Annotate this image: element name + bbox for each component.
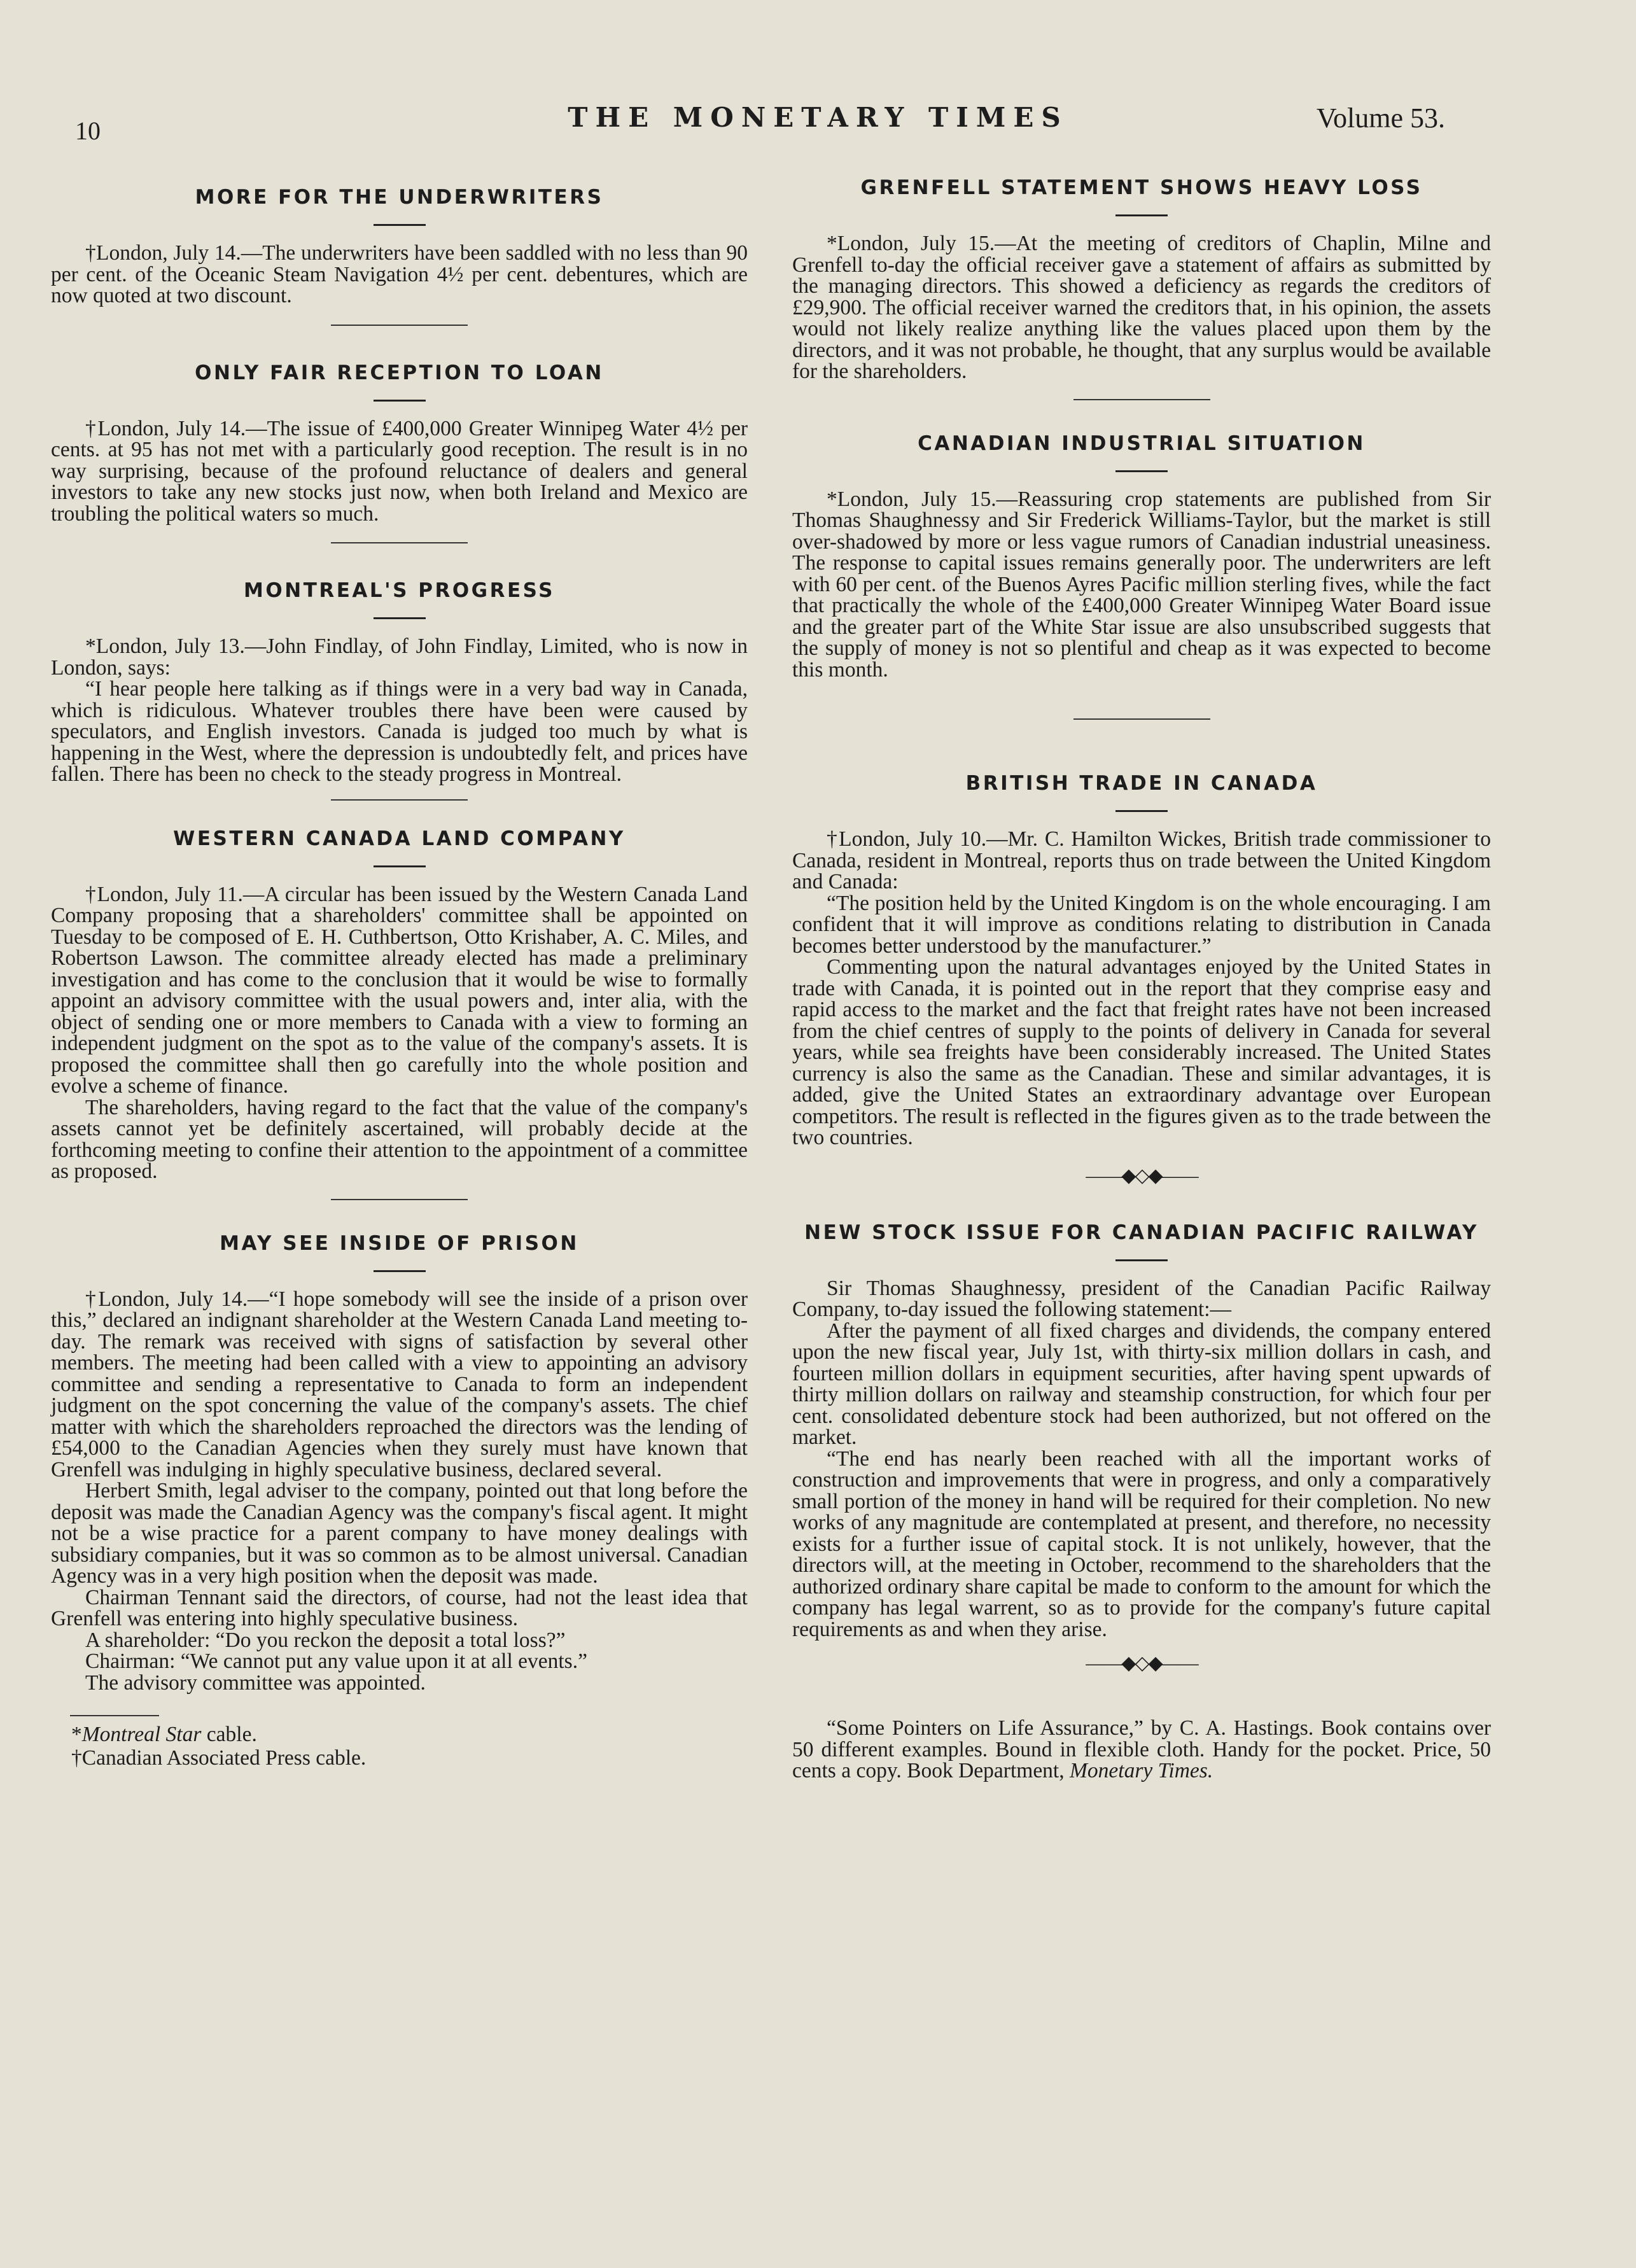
advertisement-publisher: Monetary Times. [1070,1759,1213,1782]
article-paragraph: †London, July 14.—The underwriters have been saddled with no less than 90 per cent. of the Oceanic Steam Navigation 4½ per cent. debentures, which are now quoted at two discount. [51,241,748,307]
title-rule [374,224,426,226]
footnote-source: Montreal Star [81,1723,202,1746]
article-paragraph: Chairman Tennant said the directors, of course, had not the least idea that Grenfell was entering into highly speculative business. [51,1585,748,1630]
article-title: MAY SEE INSIDE OF PRISON [220,1231,579,1255]
article-paragraph: *London, July 13.—John Findlay, of John Findlay, Limited, who is now in London, says: [51,634,748,680]
article-title: MORE FOR THE UNDERWRITERS [195,186,604,209]
article-title: ONLY FAIR RECEPTION TO LOAN [195,361,604,384]
article-title: BRITISH TRADE IN CANADA [965,772,1318,795]
article-paragraph: *London, July 15.—Reassuring crop statements are published from Sir Thomas Shaughnessy and Sir Frederick Williams-Taylor, but the market is still over-shadowed by more or less vague rumors of Canadian industrial uneasiness. The response to capital issues remains generally poor. The underwriters are left with 60 per cent. of the Buenos Ayres Pacific million sterling fives, while the fact that practically the whole of the £400,000 Greater Winnipeg Water Board issue and the greater part of the White Star issue are also unsubscribed suggests that the supply of money is not so plentiful and cheap as it was expected to become this month. [792,487,1491,682]
footnote-montreal-star [51,1723,748,1746]
article-canadian-industrial [792,431,1491,681]
title-rule [1115,470,1168,472]
footnote-canadian-press: †Canadian Associated Press cable. [71,1746,367,1770]
article-paragraph: †London, July 14.—“I hope somebody will see the inside of a prison over this,” declared an indignant shareholder at the Western Canada Land meeting to-day. The remark was received with signs of satisfaction by several other members. The meeting had been called with a view to appointing an advisory committee and sending a representative to Canada to form an independent judgment on the spot concerning the value of the company's assets. The chief matter with which the shareholders reproached the directors was the lending of £54,000 to the Canadian Agencies when they surely must have known that Grenfell was indulging in highly speculative business, declared several. [51,1287,748,1481]
article-separator [331,799,468,801]
title-rule [1115,810,1168,812]
article-paragraph: The shareholders, having regard to the fact that the value of the company's assets cannot yet be definitely ascertained, will probably decide at the forthcoming meeting to confine their attention to the appointment of a committee as proposed. [51,1095,748,1183]
article-paragraph: †London, July 10.—Mr. C. Hamilton Wickes, British trade commissioner to Canada, resident in Montreal, reports thus on trade between the United Kingdom and Canada: [792,827,1491,893]
article-separator [331,1199,468,1200]
left-column [51,185,748,1770]
article-paragraph: †London, July 11.—A circular has been issued by the Western Canada Land Company proposing that a shareholders' committee shall be appointed on Tuesday to be composed of E. H. Cuthbertson, Otto Krishaber, A. C. Miles, and Robertson Lawson. The committee already elected has made a preliminary investigation and has come to the conclusion that it would be wise to formally appoint an advisory committee with the usual powers and, inter alia, with the object of sending one or more members to Canada with a view to forming an independent judgment on the spot as to the value of the company's assets. It is proposed the committee shall then go carefully into the whole position and evolve a scheme of finance. [51,882,748,1098]
article-paragraph: “I hear people here talking as if things were in a very bad way in Canada, which is ridiculous. Whatever troubles there have been were caused by speculators, and English investors. Canada is judged too much by what is happening in the West, where the depression is undoubtedly felt, and prices have fallen. There has been no check to the steady progress in Montreal. [51,677,748,786]
article-western-canada-land [51,826,748,1182]
article-title: WESTERN CANADA LAND COMPANY [173,827,626,850]
footnote-mark: * [71,1723,82,1746]
article-paragraph: The advisory committee was appointed. [85,1670,426,1695]
article-paragraph: †London, July 14.—The issue of £400,000 Greater Winnipeg Water 4½ per cents. at 95 has not met with a particularly good reception. The result is in no way surprising, because of the profound reluctance of dealers and general investors to take any new stocks just now, when both Ireland and Mexico are troubling the political waters so much. [51,416,748,526]
article-paragraph: A shareholder: “Do you reckon the deposit a total loss?” [85,1628,566,1652]
article-british-trade [792,771,1491,1149]
volume-label: Volume 53. [1316,102,1445,134]
advertisement-main-text: “Some Pointers on Life Assurance,” by C. A. Hastings. Book contains over 50 different examples. Bound in flexible cloth. Handy for the pocket. Price, 50 cents a copy. Book Department, [792,1716,1491,1782]
article-paragraph: Herbert Smith, legal adviser to the company, pointed out that long before the deposit was made the Canadian Agency was the company's fiscal agent. It might not be a wise practice for a parent company to have money dealings with subsidiary companies, but it was so common as to be almost universal. Canadian Agency was in a very high position when the deposit was made. [51,1479,748,1588]
article-paragraph: Chairman: “We cannot put any value upon it at all events.” [85,1649,587,1673]
article-montreals-progress [51,578,748,785]
article-separator [331,325,468,326]
footnote-suffix: cable. [201,1723,257,1746]
article-separator [1073,399,1210,400]
footnote-rule [70,1715,159,1716]
ornamental-separator: ——◆◇◆—— [1086,1165,1198,1186]
title-rule [374,1270,426,1272]
article-paragraph: *London, July 15.—At the meeting of creditors of Chaplin, Milne and Grenfell to-day the official receiver gave a statement of affairs as submitted by the managing directors. This showed a deficiency as regards the creditors of £29,900. The official receiver warned the creditors that, in his opinion, the assets would not likely realize anything like the values placed upon them by the directors, and it was not probable, he thought, that any surplus would be available for the shareholders. [792,232,1491,383]
title-rule [374,617,426,619]
article-paragraph: After the payment of all fixed charges and dividends, the company entered upon the new fiscal year, July 1st, with thirty-six million dollars in cash, and fourteen million dollars in equipment securities, after having spent upwards of thirty million dollars on railway and steamship construction, for which four per cent. consolidated debenture stock had been authorized, but not offered on the market. [792,1319,1491,1449]
title-rule [374,865,426,867]
article-title: GRENFELL STATEMENT SHOWS HEAVY LOSS [860,176,1423,199]
article-paragraph: “The end has nearly been reached with all the important works of construction and improvements that were in progress, and only a comparatively small portion of the money in hand will be required for their completion. No new works of any magnitude are contemplated at present, and therefore, no necessity exists for a further issue of capital stock. It is not unlikely, however, that the directors will, at the meeting in October, recommend to the shareholders that the authorized ordinary share capital be made to conform to the amount for which the company has legal warrent, so as to provide for the company's future capital requirements as and when they arise. [792,1446,1491,1641]
ornamental-separator: ——◆◇◆—— [1086,1653,1198,1674]
advertisement-life-assurance-book [792,1718,1491,1782]
article-new-stock-issue [792,1220,1491,1641]
article-paragraph: “The position held by the United Kingdom is on the whole encouraging. I am confident that it will improve as conditions relating to distribution in Canada becomes better understood by the manufacturer.” [792,891,1491,958]
article-grenfell-statement [792,175,1491,382]
article-separator [1073,718,1210,720]
masthead: THE MONETARY TIMES [568,102,1068,133]
article-only-fair-reception [51,360,748,525]
article-separator [331,542,468,543]
page-number: 10 [75,116,101,145]
title-rule [1115,1259,1168,1261]
title-rule [374,400,426,402]
article-title: MONTREAL'S PROGRESS [244,579,555,602]
article-paragraph: Commenting upon the natural advantages enjoyed by the United States in trade with Canada, it is pointed out in the report that they comprise easy and rapid access to the market and the fact that freight rates have not been increased from the chief centres of supply to the points of delivery in Canada for several years, while sea freights have been considerably increased. The United States currency is also the same as the Canadian. These and similar advantages, it is added, give the United States an extraordinary advantage over European competitors. The result is reflected in the figures given as to the trade between the two countries. [792,955,1491,1149]
article-title: CANADIAN INDUSTRIAL SITUATION [918,431,1366,455]
article-paragraph: Sir Thomas Shaughnessy, president of the Canadian Pacific Railway Company, to-day issued the following statement:— [792,1276,1491,1321]
article-more-for-underwriters [51,185,748,307]
title-rule [1115,214,1168,216]
advertisement-text [792,1718,1491,1782]
article-title: NEW STOCK ISSUE FOR CANADIAN PACIFIC RAILWAY [804,1221,1479,1244]
article-may-see-inside-prison [51,1231,748,1694]
right-column [792,175,1491,1782]
